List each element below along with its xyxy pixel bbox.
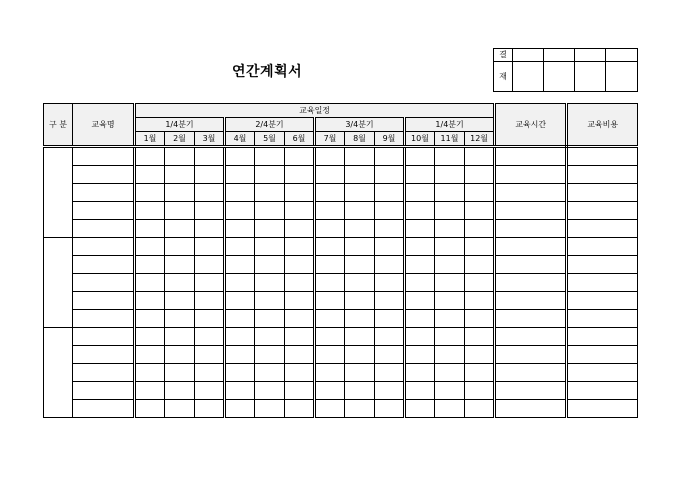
month-cell[interactable]: [435, 166, 465, 184]
month-cell[interactable]: [405, 382, 435, 400]
month-cell[interactable]: [435, 364, 465, 382]
month-cell[interactable]: [285, 364, 315, 382]
header-month: 5월: [255, 132, 285, 147]
header-month: 10월: [405, 132, 435, 147]
header-hours: 교육시간: [495, 104, 567, 147]
month-cell[interactable]: [315, 147, 345, 166]
approval-sign-cell[interactable]: [575, 62, 606, 92]
cost-cell[interactable]: [567, 147, 638, 166]
month-cell[interactable]: [345, 256, 375, 274]
hours-cell[interactable]: [495, 346, 567, 364]
cost-cell[interactable]: [567, 256, 638, 274]
month-cell[interactable]: [435, 400, 465, 418]
month-cell[interactable]: [135, 364, 165, 382]
month-cell[interactable]: [195, 364, 225, 382]
month-cell[interactable]: [315, 256, 345, 274]
category-cell[interactable]: [44, 238, 73, 328]
month-cell[interactable]: [255, 382, 285, 400]
table-row: [44, 274, 638, 292]
table-row: [44, 364, 638, 382]
month-cell[interactable]: [435, 220, 465, 238]
hours-cell[interactable]: [495, 310, 567, 328]
course-name-cell[interactable]: [73, 400, 135, 418]
month-cell[interactable]: [165, 184, 195, 202]
month-cell[interactable]: [135, 202, 165, 220]
month-cell[interactable]: [315, 328, 345, 346]
month-cell[interactable]: [405, 328, 435, 346]
month-cell[interactable]: [375, 400, 405, 418]
month-cell[interactable]: [285, 292, 315, 310]
month-cell[interactable]: [465, 202, 495, 220]
month-cell[interactable]: [375, 310, 405, 328]
approval-box: [493, 48, 638, 92]
month-cell[interactable]: [375, 274, 405, 292]
header-course-name: 교육명: [73, 104, 135, 147]
month-cell[interactable]: [195, 166, 225, 184]
month-cell[interactable]: [135, 292, 165, 310]
month-cell[interactable]: [225, 220, 255, 238]
table-row: [44, 292, 638, 310]
month-cell[interactable]: [135, 400, 165, 418]
month-cell[interactable]: [405, 166, 435, 184]
cost-cell[interactable]: [567, 346, 638, 364]
month-cell[interactable]: [465, 220, 495, 238]
header-month: 2월: [165, 132, 195, 147]
approval-title-cell: [575, 49, 606, 62]
month-cell[interactable]: [255, 166, 285, 184]
table-row: [44, 310, 638, 328]
cost-cell[interactable]: [567, 202, 638, 220]
hours-cell[interactable]: [495, 166, 567, 184]
annual-plan-table: [43, 103, 638, 418]
table-row: [44, 238, 638, 256]
month-cell[interactable]: [255, 292, 285, 310]
month-cell[interactable]: [315, 274, 345, 292]
month-cell[interactable]: [195, 238, 225, 256]
page-title: 연간계획서: [232, 64, 303, 80]
month-cell[interactable]: [435, 346, 465, 364]
month-cell[interactable]: [225, 292, 255, 310]
month-cell[interactable]: [435, 382, 465, 400]
month-cell[interactable]: [375, 147, 405, 166]
hours-cell[interactable]: [495, 184, 567, 202]
month-cell[interactable]: [345, 328, 375, 346]
month-cell[interactable]: [465, 147, 495, 166]
course-name-cell[interactable]: [73, 147, 135, 166]
month-cell[interactable]: [225, 382, 255, 400]
month-cell[interactable]: [165, 346, 195, 364]
month-cell[interactable]: [345, 202, 375, 220]
month-cell[interactable]: [465, 238, 495, 256]
month-cell[interactable]: [165, 382, 195, 400]
month-cell[interactable]: [225, 274, 255, 292]
hours-cell[interactable]: [495, 238, 567, 256]
month-cell[interactable]: [435, 310, 465, 328]
month-cell[interactable]: [165, 328, 195, 346]
month-cell[interactable]: [135, 274, 165, 292]
month-cell[interactable]: [405, 202, 435, 220]
month-cell[interactable]: [345, 346, 375, 364]
month-cell[interactable]: [285, 346, 315, 364]
month-cell[interactable]: [345, 400, 375, 418]
table-row: [44, 166, 638, 184]
cost-cell[interactable]: [567, 274, 638, 292]
course-name-cell[interactable]: [73, 256, 135, 274]
month-cell[interactable]: [165, 256, 195, 274]
month-cell[interactable]: [135, 256, 165, 274]
header-schedule: 교육일정: [135, 104, 495, 118]
month-cell[interactable]: [435, 328, 465, 346]
month-cell[interactable]: [195, 328, 225, 346]
course-name-cell[interactable]: [73, 238, 135, 256]
header-month: 8월: [345, 132, 375, 147]
month-cell[interactable]: [315, 382, 345, 400]
month-cell[interactable]: [135, 147, 165, 166]
course-name-cell[interactable]: [73, 346, 135, 364]
month-cell[interactable]: [255, 220, 285, 238]
month-cell[interactable]: [165, 238, 195, 256]
month-cell[interactable]: [465, 364, 495, 382]
header-month: 4월: [225, 132, 255, 147]
month-cell[interactable]: [465, 346, 495, 364]
month-cell[interactable]: [135, 238, 165, 256]
cost-cell[interactable]: [567, 400, 638, 418]
month-cell[interactable]: [435, 147, 465, 166]
table-row: [44, 202, 638, 220]
month-cell[interactable]: [285, 328, 315, 346]
month-cell[interactable]: [315, 166, 345, 184]
month-cell[interactable]: [195, 220, 225, 238]
month-cell[interactable]: [405, 364, 435, 382]
month-cell[interactable]: [375, 220, 405, 238]
month-cell[interactable]: [285, 238, 315, 256]
month-cell[interactable]: [135, 166, 165, 184]
month-cell[interactable]: [255, 274, 285, 292]
month-cell[interactable]: [465, 400, 495, 418]
header-quarter: 2/4분기: [225, 118, 315, 132]
month-cell[interactable]: [465, 256, 495, 274]
month-cell[interactable]: [375, 202, 405, 220]
month-cell[interactable]: [135, 310, 165, 328]
course-name-cell[interactable]: [73, 274, 135, 292]
month-cell[interactable]: [255, 346, 285, 364]
month-cell[interactable]: [195, 147, 225, 166]
month-cell[interactable]: [315, 292, 345, 310]
month-cell[interactable]: [255, 310, 285, 328]
month-cell[interactable]: [165, 166, 195, 184]
header-month: 11월: [435, 132, 465, 147]
month-cell[interactable]: [465, 328, 495, 346]
hours-cell[interactable]: [495, 292, 567, 310]
month-cell[interactable]: [345, 274, 375, 292]
month-cell[interactable]: [405, 184, 435, 202]
table-row: [44, 220, 638, 238]
month-cell[interactable]: [435, 256, 465, 274]
hours-cell[interactable]: [495, 400, 567, 418]
month-cell[interactable]: [435, 202, 465, 220]
month-cell[interactable]: [225, 238, 255, 256]
hours-cell[interactable]: [495, 364, 567, 382]
month-cell[interactable]: [375, 364, 405, 382]
month-cell[interactable]: [195, 184, 225, 202]
month-cell[interactable]: [345, 382, 375, 400]
month-cell[interactable]: [285, 256, 315, 274]
month-cell[interactable]: [465, 184, 495, 202]
month-cell[interactable]: [195, 400, 225, 418]
month-cell[interactable]: [435, 238, 465, 256]
approval-sign-cell[interactable]: [544, 62, 575, 92]
month-cell[interactable]: [195, 346, 225, 364]
month-cell[interactable]: [285, 274, 315, 292]
month-cell[interactable]: [315, 238, 345, 256]
table-row: [44, 400, 638, 418]
month-cell[interactable]: [135, 328, 165, 346]
table-row: [44, 147, 638, 166]
month-cell[interactable]: [465, 310, 495, 328]
month-cell[interactable]: [315, 220, 345, 238]
month-cell[interactable]: [255, 328, 285, 346]
month-cell[interactable]: [345, 220, 375, 238]
header-month: 6월: [285, 132, 315, 147]
month-cell[interactable]: [345, 364, 375, 382]
header-quarter: 3/4분기: [315, 118, 405, 132]
cost-cell[interactable]: [567, 382, 638, 400]
hours-cell[interactable]: [495, 147, 567, 166]
month-cell[interactable]: [405, 147, 435, 166]
month-cell[interactable]: [405, 256, 435, 274]
month-cell[interactable]: [315, 202, 345, 220]
month-cell[interactable]: [375, 382, 405, 400]
month-cell[interactable]: [225, 184, 255, 202]
month-cell[interactable]: [345, 166, 375, 184]
month-cell[interactable]: [465, 292, 495, 310]
month-cell[interactable]: [285, 220, 315, 238]
hours-cell[interactable]: [495, 328, 567, 346]
month-cell[interactable]: [255, 202, 285, 220]
header-month: 7월: [315, 132, 345, 147]
header-cost: 교육비용: [567, 104, 638, 147]
month-cell[interactable]: [465, 382, 495, 400]
month-cell[interactable]: [315, 184, 345, 202]
course-name-cell[interactable]: [73, 220, 135, 238]
cost-cell[interactable]: [567, 166, 638, 184]
month-cell[interactable]: [225, 147, 255, 166]
approval-sign-cell[interactable]: [513, 62, 544, 92]
course-name-cell[interactable]: [73, 202, 135, 220]
month-cell[interactable]: [255, 256, 285, 274]
header-month: 1월: [135, 132, 165, 147]
month-cell[interactable]: [375, 346, 405, 364]
month-cell[interactable]: [285, 382, 315, 400]
month-cell[interactable]: [375, 256, 405, 274]
table-row: [44, 382, 638, 400]
month-cell[interactable]: [225, 364, 255, 382]
month-cell[interactable]: [375, 292, 405, 310]
month-cell[interactable]: [225, 256, 255, 274]
cost-cell[interactable]: [567, 238, 638, 256]
month-cell[interactable]: [165, 310, 195, 328]
approval-title-cell: [544, 49, 575, 62]
month-cell[interactable]: [405, 292, 435, 310]
month-cell[interactable]: [285, 184, 315, 202]
approval-sign-cell[interactable]: [606, 62, 638, 92]
course-name-cell[interactable]: [73, 310, 135, 328]
category-cell[interactable]: [44, 328, 73, 418]
header-category: 구 분: [44, 104, 73, 147]
month-cell[interactable]: [315, 310, 345, 328]
course-name-cell[interactable]: [73, 364, 135, 382]
month-cell[interactable]: [255, 364, 285, 382]
month-cell[interactable]: [255, 184, 285, 202]
month-cell[interactable]: [195, 202, 225, 220]
month-cell[interactable]: [255, 147, 285, 166]
course-name-cell[interactable]: [73, 166, 135, 184]
month-cell[interactable]: [375, 238, 405, 256]
category-cell[interactable]: [44, 147, 73, 238]
month-cell[interactable]: [405, 220, 435, 238]
month-cell[interactable]: [405, 274, 435, 292]
approval-label-top: 결: [494, 49, 513, 62]
month-cell[interactable]: [195, 274, 225, 292]
approval-label-bottom: 재: [494, 62, 513, 92]
table-row: [44, 256, 638, 274]
month-cell[interactable]: [165, 364, 195, 382]
month-cell[interactable]: [225, 202, 255, 220]
month-cell[interactable]: [345, 310, 375, 328]
approval-title-cell: [513, 49, 544, 62]
hours-cell[interactable]: [495, 220, 567, 238]
hours-cell[interactable]: [495, 202, 567, 220]
month-cell[interactable]: [285, 310, 315, 328]
header-quarter: 1/4분기: [405, 118, 495, 132]
month-cell[interactable]: [165, 274, 195, 292]
month-cell[interactable]: [195, 382, 225, 400]
hours-cell[interactable]: [495, 382, 567, 400]
cost-cell[interactable]: [567, 292, 638, 310]
hours-cell[interactable]: [495, 274, 567, 292]
month-cell[interactable]: [225, 310, 255, 328]
month-cell[interactable]: [315, 364, 345, 382]
month-cell[interactable]: [135, 220, 165, 238]
cost-cell[interactable]: [567, 184, 638, 202]
header-month: 12월: [465, 132, 495, 147]
month-cell[interactable]: [195, 310, 225, 328]
month-cell[interactable]: [345, 238, 375, 256]
cost-cell[interactable]: [567, 310, 638, 328]
month-cell[interactable]: [435, 292, 465, 310]
course-name-cell[interactable]: [73, 184, 135, 202]
month-cell[interactable]: [405, 238, 435, 256]
header-month: 3월: [195, 132, 225, 147]
header-month: 9월: [375, 132, 405, 147]
month-cell[interactable]: [465, 274, 495, 292]
month-cell[interactable]: [225, 346, 255, 364]
month-cell[interactable]: [405, 310, 435, 328]
header-quarter: 1/4분기: [135, 118, 225, 132]
cost-cell[interactable]: [567, 328, 638, 346]
month-cell[interactable]: [315, 346, 345, 364]
month-cell[interactable]: [135, 184, 165, 202]
month-cell[interactable]: [165, 220, 195, 238]
month-cell[interactable]: [375, 328, 405, 346]
month-cell[interactable]: [255, 238, 285, 256]
course-name-cell[interactable]: [73, 382, 135, 400]
month-cell[interactable]: [225, 166, 255, 184]
hours-cell[interactable]: [495, 256, 567, 274]
month-cell[interactable]: [165, 147, 195, 166]
month-cell[interactable]: [345, 184, 375, 202]
month-cell[interactable]: [285, 202, 315, 220]
month-cell[interactable]: [435, 184, 465, 202]
month-cell[interactable]: [345, 147, 375, 166]
table-row: [44, 346, 638, 364]
table-row: [44, 184, 638, 202]
month-cell[interactable]: [345, 292, 375, 310]
month-cell[interactable]: [255, 400, 285, 418]
month-cell[interactable]: [195, 256, 225, 274]
month-cell[interactable]: [225, 328, 255, 346]
month-cell[interactable]: [225, 400, 255, 418]
month-cell[interactable]: [285, 147, 315, 166]
month-cell[interactable]: [165, 202, 195, 220]
month-cell[interactable]: [435, 274, 465, 292]
cost-cell[interactable]: [567, 364, 638, 382]
month-cell[interactable]: [465, 166, 495, 184]
month-cell[interactable]: [375, 184, 405, 202]
cost-cell[interactable]: [567, 220, 638, 238]
month-cell[interactable]: [165, 400, 195, 418]
table-row: [44, 328, 638, 346]
month-cell[interactable]: [315, 400, 345, 418]
month-cell[interactable]: [135, 382, 165, 400]
month-cell[interactable]: [165, 292, 195, 310]
month-cell[interactable]: [135, 346, 165, 364]
course-name-cell[interactable]: [73, 328, 135, 346]
month-cell[interactable]: [375, 166, 405, 184]
month-cell[interactable]: [195, 292, 225, 310]
course-name-cell[interactable]: [73, 292, 135, 310]
month-cell[interactable]: [405, 400, 435, 418]
month-cell[interactable]: [405, 346, 435, 364]
month-cell[interactable]: [285, 166, 315, 184]
month-cell[interactable]: [285, 400, 315, 418]
approval-title-cell: [606, 49, 638, 62]
